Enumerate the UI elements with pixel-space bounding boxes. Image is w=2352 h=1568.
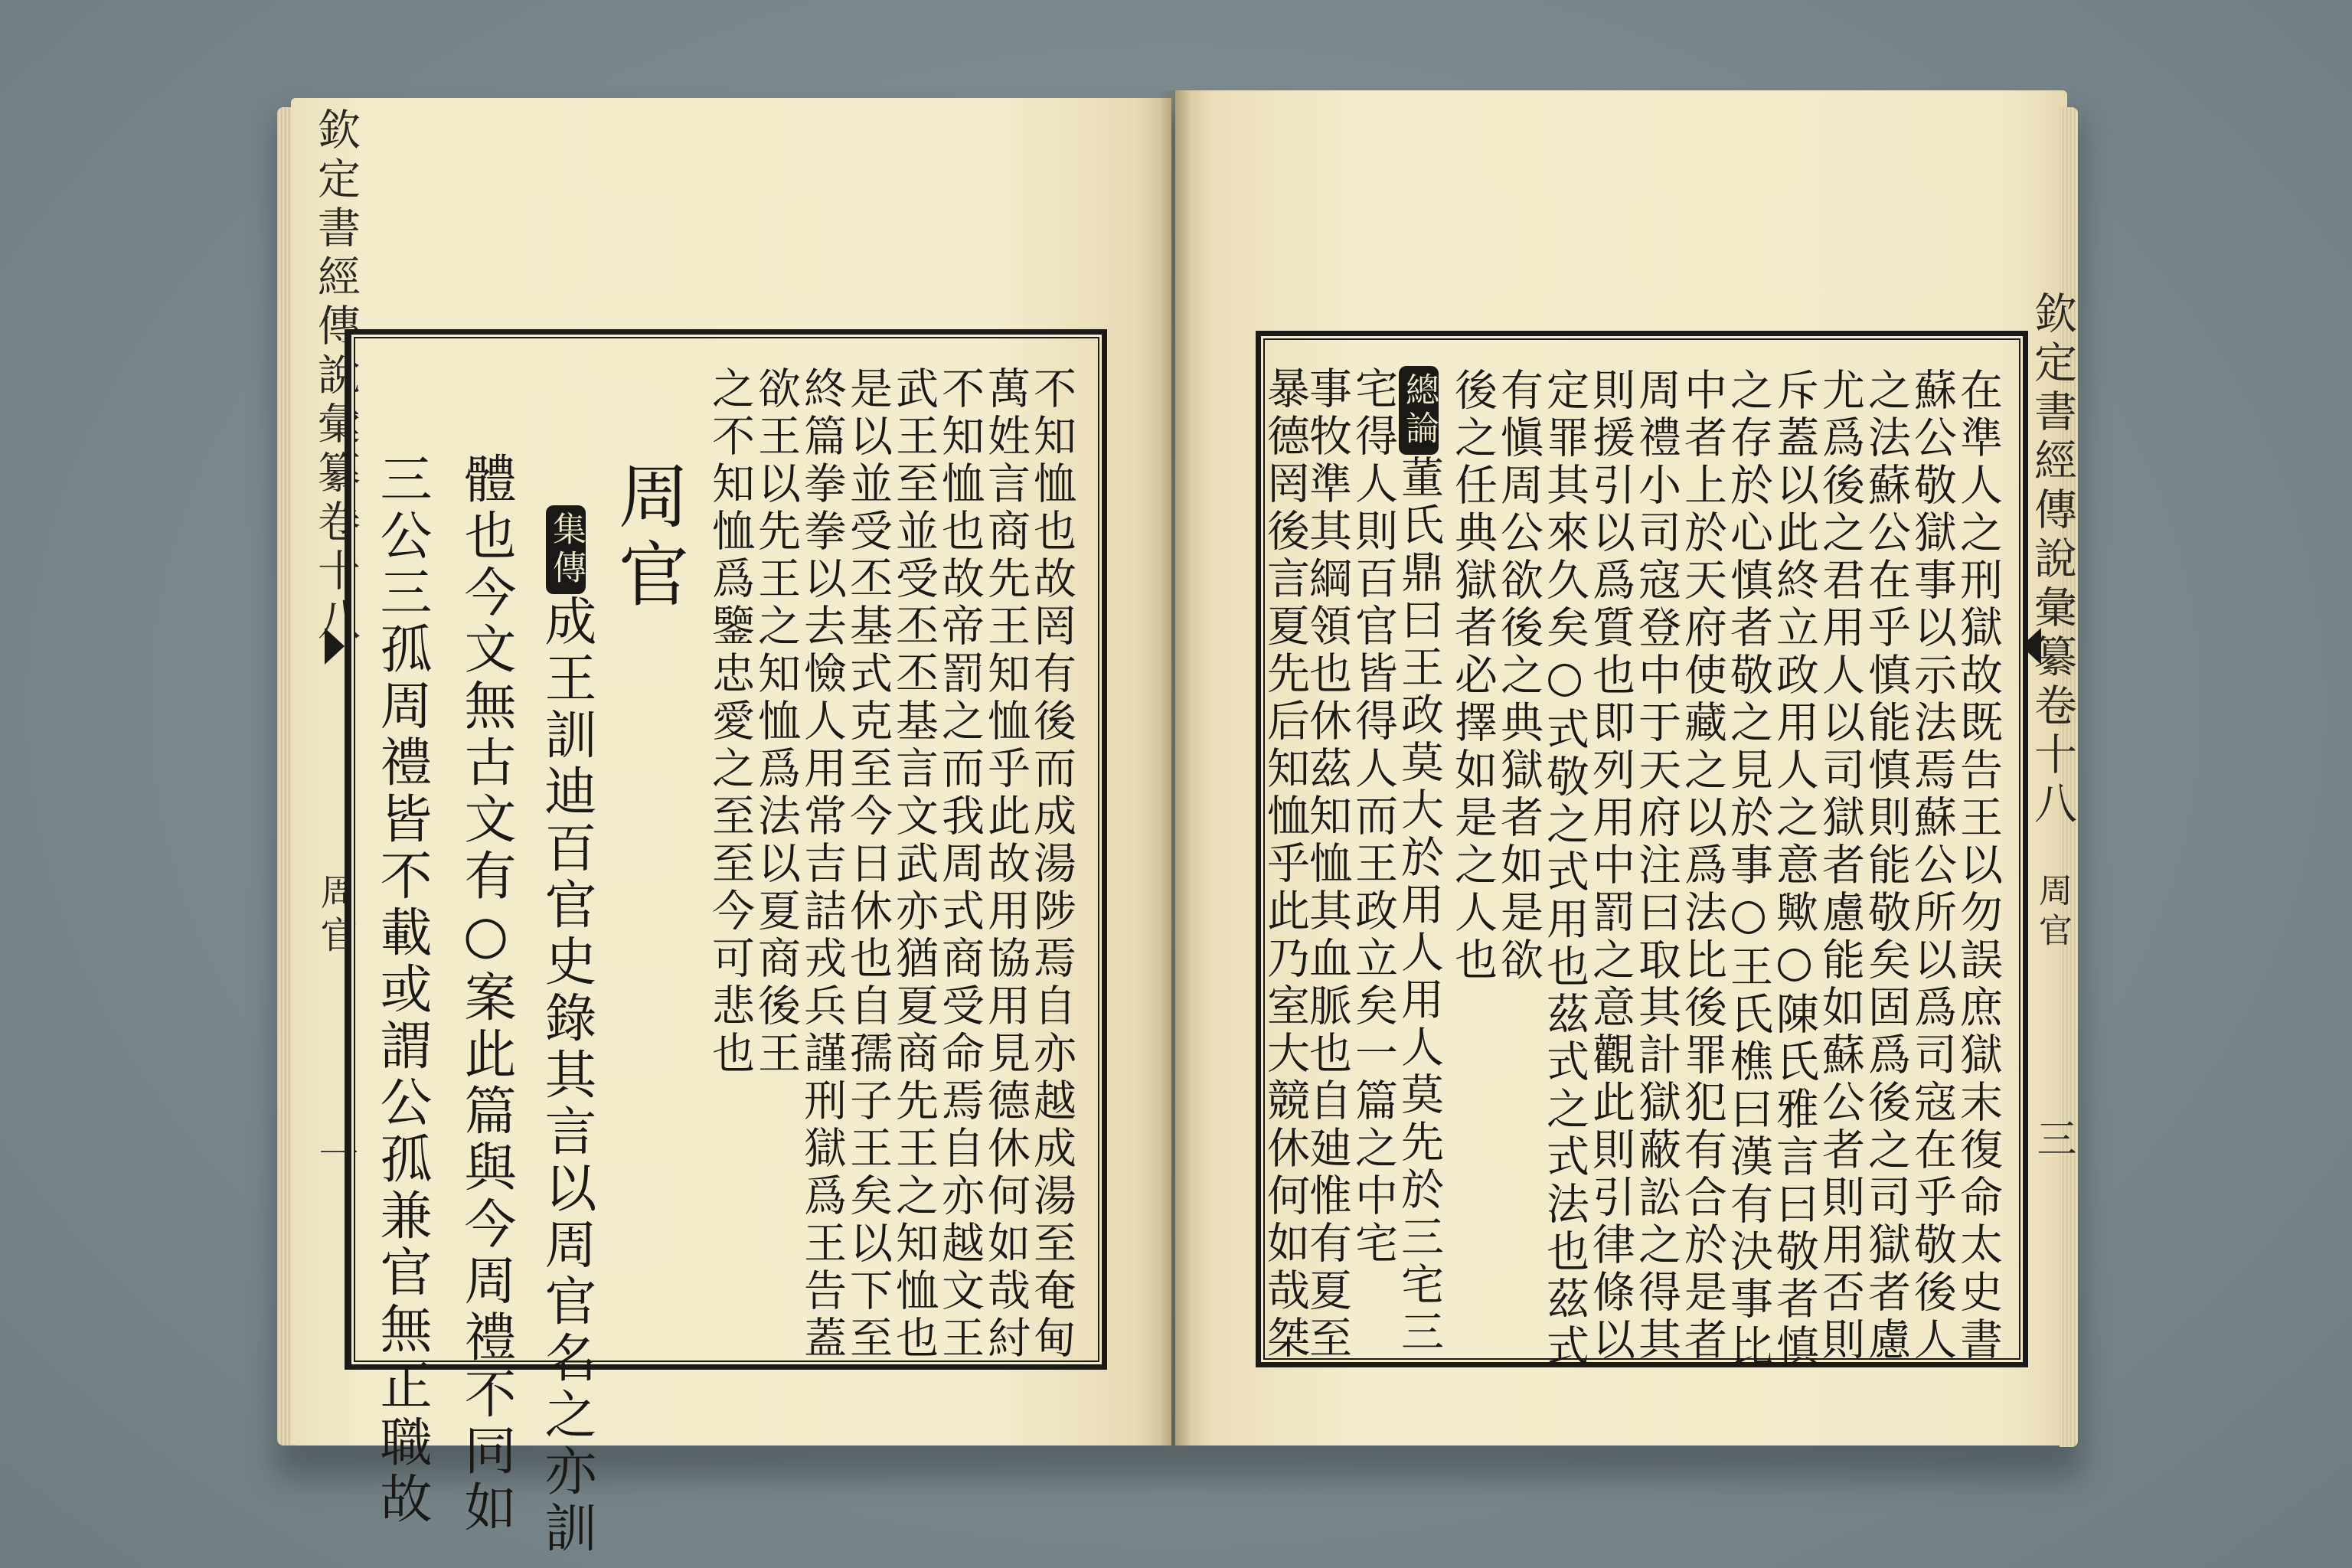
zonglun-badge: 總論 xyxy=(1399,366,1439,455)
right-commentary-col: 斥蓋以此終立政用人之意歟○陳氏雅言曰敬者慎 xyxy=(1769,368,1819,1371)
section-title: 周官 xyxy=(607,459,689,616)
left-margin-chapter: 周官 xyxy=(314,873,357,959)
right-summary-col: 暴德罔後言夏先后知恤乎此乃室大競休何如哉桀 xyxy=(1260,366,1310,1363)
left-body-col-1 xyxy=(536,505,596,1557)
right-summary-col: 事牧準其綱領也休茲知恤其血脈也自廸惟有夏至 xyxy=(1302,366,1352,1363)
left-commentary-col: 武王至並受丕丕基言文武亦猶夏商先王之知恤也 xyxy=(889,366,939,1363)
left-body-text: 成王訓迪百官史錄其言以周官名之亦訓 xyxy=(536,594,596,1557)
book-gutter xyxy=(1160,90,1191,1447)
right-commentary-col: 定罪其來久矣○式敬之式用也茲式之式法也茲式 xyxy=(1540,368,1589,1371)
left-commentary-col: 終篇拳拳以去憸人用常吉詰戎兵謹刑獄爲王告蓋 xyxy=(797,366,847,1363)
right-summary-col-1 xyxy=(1394,366,1444,1357)
right-commentary-col: 之法蘇公在乎慎能慎則能敬矣固爲後之司獄者慮 xyxy=(1861,368,1911,1364)
left-commentary-col: 不知恤也故罔有後而成湯陟焉自亦越成湯至奄甸 xyxy=(1027,366,1076,1363)
left-commentary-col: 萬姓言商先王知恤乎此故用協用見德休何如哉紂 xyxy=(981,366,1031,1363)
left-commentary-col: 欲王以先王之知恤爲法以夏商後王 xyxy=(751,366,801,1078)
right-summary-text: 董氏鼎曰王政莫大於用人用人莫先於三宅三 xyxy=(1394,455,1444,1357)
right-commentary-col: 在準人之刑獄故既告王以勿誤庶獄末復命太史書 xyxy=(1953,368,2003,1364)
right-commentary-col: 之存於心慎者敬之見於事○王氏樵曰漢有決事比 xyxy=(1723,368,1773,1371)
right-commentary-col: 中者上於天府使藏之以爲法比後罪犯有合於是者 xyxy=(1677,368,1727,1364)
right-summary-col: 宅得人則百官皆得人而王政立矣一篇之中宅 xyxy=(1348,366,1398,1268)
left-commentary-col: 是以並受丕基式克至今日休也自孺子王矣以下至 xyxy=(843,366,893,1363)
right-commentary-col: 蘇公敬獄事以示法焉蘇公所以爲司寇在乎敬後人 xyxy=(1907,368,1957,1364)
right-margin-page-number: 三 xyxy=(2030,1118,2076,1164)
right-commentary-col: 後之任典獄者必擇如是之人也 xyxy=(1448,368,1498,985)
right-commentary-col: 則援引以爲質也即列用中罰之意觀此則引律條以 xyxy=(1586,368,1635,1364)
left-fishtail-mark xyxy=(325,628,345,665)
right-commentary-col: 周禮小司寇登中于天府注曰取其計獄蔽訟之得其 xyxy=(1632,368,1681,1364)
right-margin-header: 欽定書經傳說彙纂卷十八 xyxy=(2027,291,2077,830)
left-commentary-col: 之不知恤爲鑒忠愛之至至今可悲也 xyxy=(705,366,755,1078)
right-margin-chapter: 周官 xyxy=(2033,873,2072,952)
jizhuan-badge: 集傳 xyxy=(546,505,586,594)
left-body-col-2: 體也今文無古文有○案此篇與今周禮不同如 xyxy=(456,452,516,1537)
left-body-col-3: 三公三孤周禮皆不載或謂公孤兼官無正職故 xyxy=(371,452,432,1528)
left-margin-page-number: 一 xyxy=(312,1133,358,1179)
left-margin-header: 欽定書經傳說彙纂卷十八 xyxy=(311,107,361,646)
right-commentary-col: 有愼周公欲後之典獄者如是欲 xyxy=(1494,368,1544,985)
right-commentary-col: 尤爲後之君用人以司獄者慮能如蘇公者則用否則 xyxy=(1815,368,1865,1364)
left-commentary-col: 不知恤也故帝罰之而我周式商受命焉自亦越文王 xyxy=(935,366,985,1363)
